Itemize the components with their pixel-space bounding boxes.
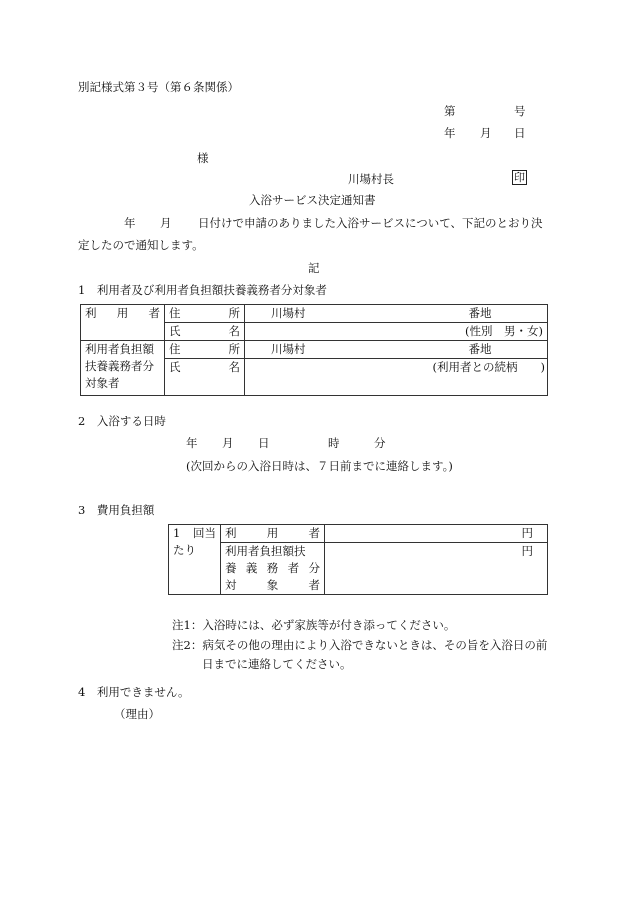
issuer-name: 川場村長 — [348, 172, 394, 186]
name-value-cell[interactable] — [245, 359, 548, 396]
dt-year: 年 — [186, 436, 198, 450]
village-name: 川場村 — [271, 342, 306, 356]
banchi-label: 番地 — [468, 342, 492, 356]
section3-heading: 3 費用負担額 — [78, 503, 155, 517]
per-time-cell: 1 回当 たり — [169, 525, 221, 595]
cost-obligor-value-cell[interactable] — [325, 543, 548, 595]
dt-hour: 時 — [328, 436, 340, 450]
dt-day: 日 — [258, 436, 270, 450]
table-row — [81, 341, 548, 359]
table-row — [81, 305, 548, 323]
intro-month: 月 — [160, 216, 172, 230]
obligor-label-cell: 利用者負担額 扶養義務者分 対象者 — [81, 341, 165, 396]
dt-minute: 分 — [374, 436, 386, 450]
address-label-cell: 住 所 — [165, 341, 245, 359]
note-2-cont: 日までに連絡してください。 — [202, 657, 352, 671]
seal-stamp — [512, 170, 527, 184]
dt-month: 月 — [222, 436, 234, 450]
section2-note: (次回からの入浴日時は、７日前までに連絡します。) — [186, 459, 453, 473]
intro-text-cont: 定したので通知します。 — [78, 238, 204, 252]
form-number: 別記様式第３号（第６条関係） — [78, 80, 239, 94]
reason-label: （理由） — [114, 707, 160, 721]
banchi-label: 番地 — [468, 306, 492, 320]
date-month: 月 — [480, 126, 492, 140]
section2-heading: 2 入浴する日時 — [78, 414, 166, 428]
addressee-suffix: 様 — [197, 151, 209, 165]
cost-obligor-label-cell: 利用者負担額扶 養 義 務 者 分 対 象 者 — [221, 543, 325, 595]
intro-text: 日付けで申請のありました入浴サービスについて、下記のとおり決 — [198, 216, 543, 230]
gender-field: (性別 男・女) — [465, 324, 543, 338]
number-suffix: 号 — [514, 104, 526, 118]
name-value-cell[interactable] — [245, 323, 548, 341]
cost-user-value-cell[interactable] — [325, 525, 548, 543]
number-label: 第 — [444, 104, 456, 118]
user-label-cell: 利 用 者 — [81, 305, 165, 341]
cost-user-label-cell: 利 用 者 — [221, 525, 325, 543]
date-day: 日 — [514, 126, 526, 140]
name-label-cell: 氏 名 — [165, 359, 245, 396]
intro-year: 年 — [124, 216, 136, 230]
section1-heading: 1 利用者及び利用者負担額扶養義務者分対象者 — [78, 283, 327, 297]
relation-field: (利用者との続柄 ) — [432, 360, 545, 374]
yen-unit: 円 — [521, 526, 533, 540]
name-label-cell: 氏 名 — [165, 323, 245, 341]
note-1: 注1：入浴時には、必ず家族等が付き添ってください。 — [172, 618, 456, 632]
seal-text: 印 — [514, 171, 525, 184]
table-row — [169, 543, 548, 595]
address-value-cell[interactable] — [245, 305, 548, 323]
table-row — [169, 525, 548, 543]
date-year: 年 — [444, 126, 456, 140]
village-name: 川場村 — [271, 306, 306, 320]
cost-table — [168, 524, 548, 595]
address-label-cell: 住 所 — [165, 305, 245, 323]
note-2: 注2：病気その他の理由により入浴できないときは、その旨を入浴日の前 — [172, 638, 548, 652]
document-title: 入浴サービス決定通知書 — [249, 193, 376, 207]
yen-unit: 円 — [521, 544, 533, 558]
address-value-cell[interactable] — [245, 341, 548, 359]
ki-label: 記 — [308, 261, 320, 275]
recipient-table — [80, 304, 548, 396]
section4-heading: 4 利用できません。 — [78, 685, 190, 699]
